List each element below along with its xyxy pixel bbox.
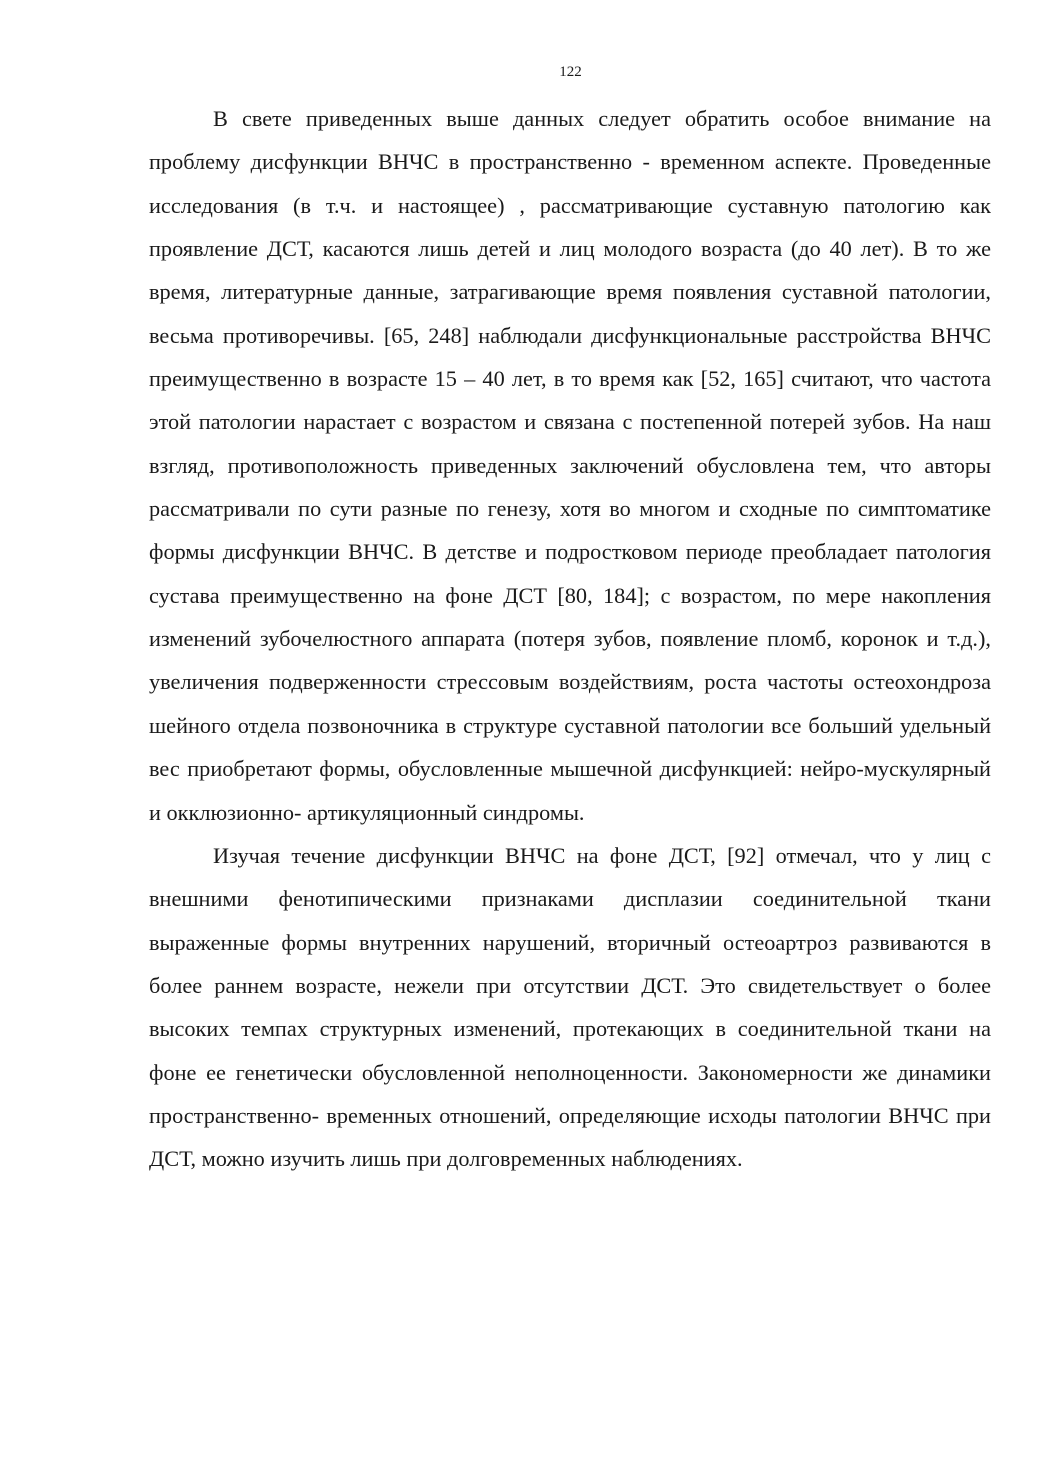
page-number: 122	[559, 64, 582, 80]
body-text	[149, 97, 991, 1181]
paragraph-1: В свете приведенных выше данных следует обратить особое внимание на проблему дисфункции ВНЧС в пространственно - временном аспекте. Проведенные исследования (в т.ч. и настоящее) , рассматривающие суставную патологию как проявление ДСТ, касаются лишь детей и лиц молодого возраста (до 40 лет). В то же время, литературные данные, затрагивающие время появления суставной патологии, весьма противоречивы. [65, 248] наблюдали дисфункциональные расстройства ВНЧС преимущественно в возрасте 15 – 40 лет, в то время как [52, 165] считают, что частота этой патологии нарастает с возрастом и связана с постепенной потерей зубов. На наш взгляд, противоположность приведенных заключений обусловлена тем, что авторы рассматривали по сути разные по генезу, хотя во многом и сходные по симптоматике формы дисфункции ВНЧС. В детстве и подростковом периоде преобладает патология сустава преимущественно на фоне ДСТ [80, 184]; с возрастом, по мере накопления изменений зубочелюстного аппарата (потеря зубов, появление пломб, коронок и т.д.), увеличения подверженности стрессовым воздействиям, роста частоты остеохондроза шейного отдела позвоночника в структуре суставной патологии все больший удельный вес приобретают формы, обусловленные мышечной дисфункцией: нейро-мускулярный и окклюзионно- артикуляционный синдромы.	[149, 106, 991, 825]
paragraph-2: Изучая течение дисфункции ВНЧС на фоне ДСТ, [92] отмечал, что у лиц с внешними фенотипическими признаками дисплазии соединительной ткани выраженные формы внутренних нарушений, вторичный остеоартроз развиваются в более раннем возрасте, нежели при отсутствии ДСТ. Это свидетельствует о более высоких темпах структурных изменений, протекающих в соединительной ткани на фоне ее генетически обусловленной неполноценности. Закономерности же динамики пространственно- временных отношений, определяющие исходы патологии ВНЧС при ДСТ, можно изучить лишь при долговременных наблюдениях.	[149, 842, 991, 1172]
